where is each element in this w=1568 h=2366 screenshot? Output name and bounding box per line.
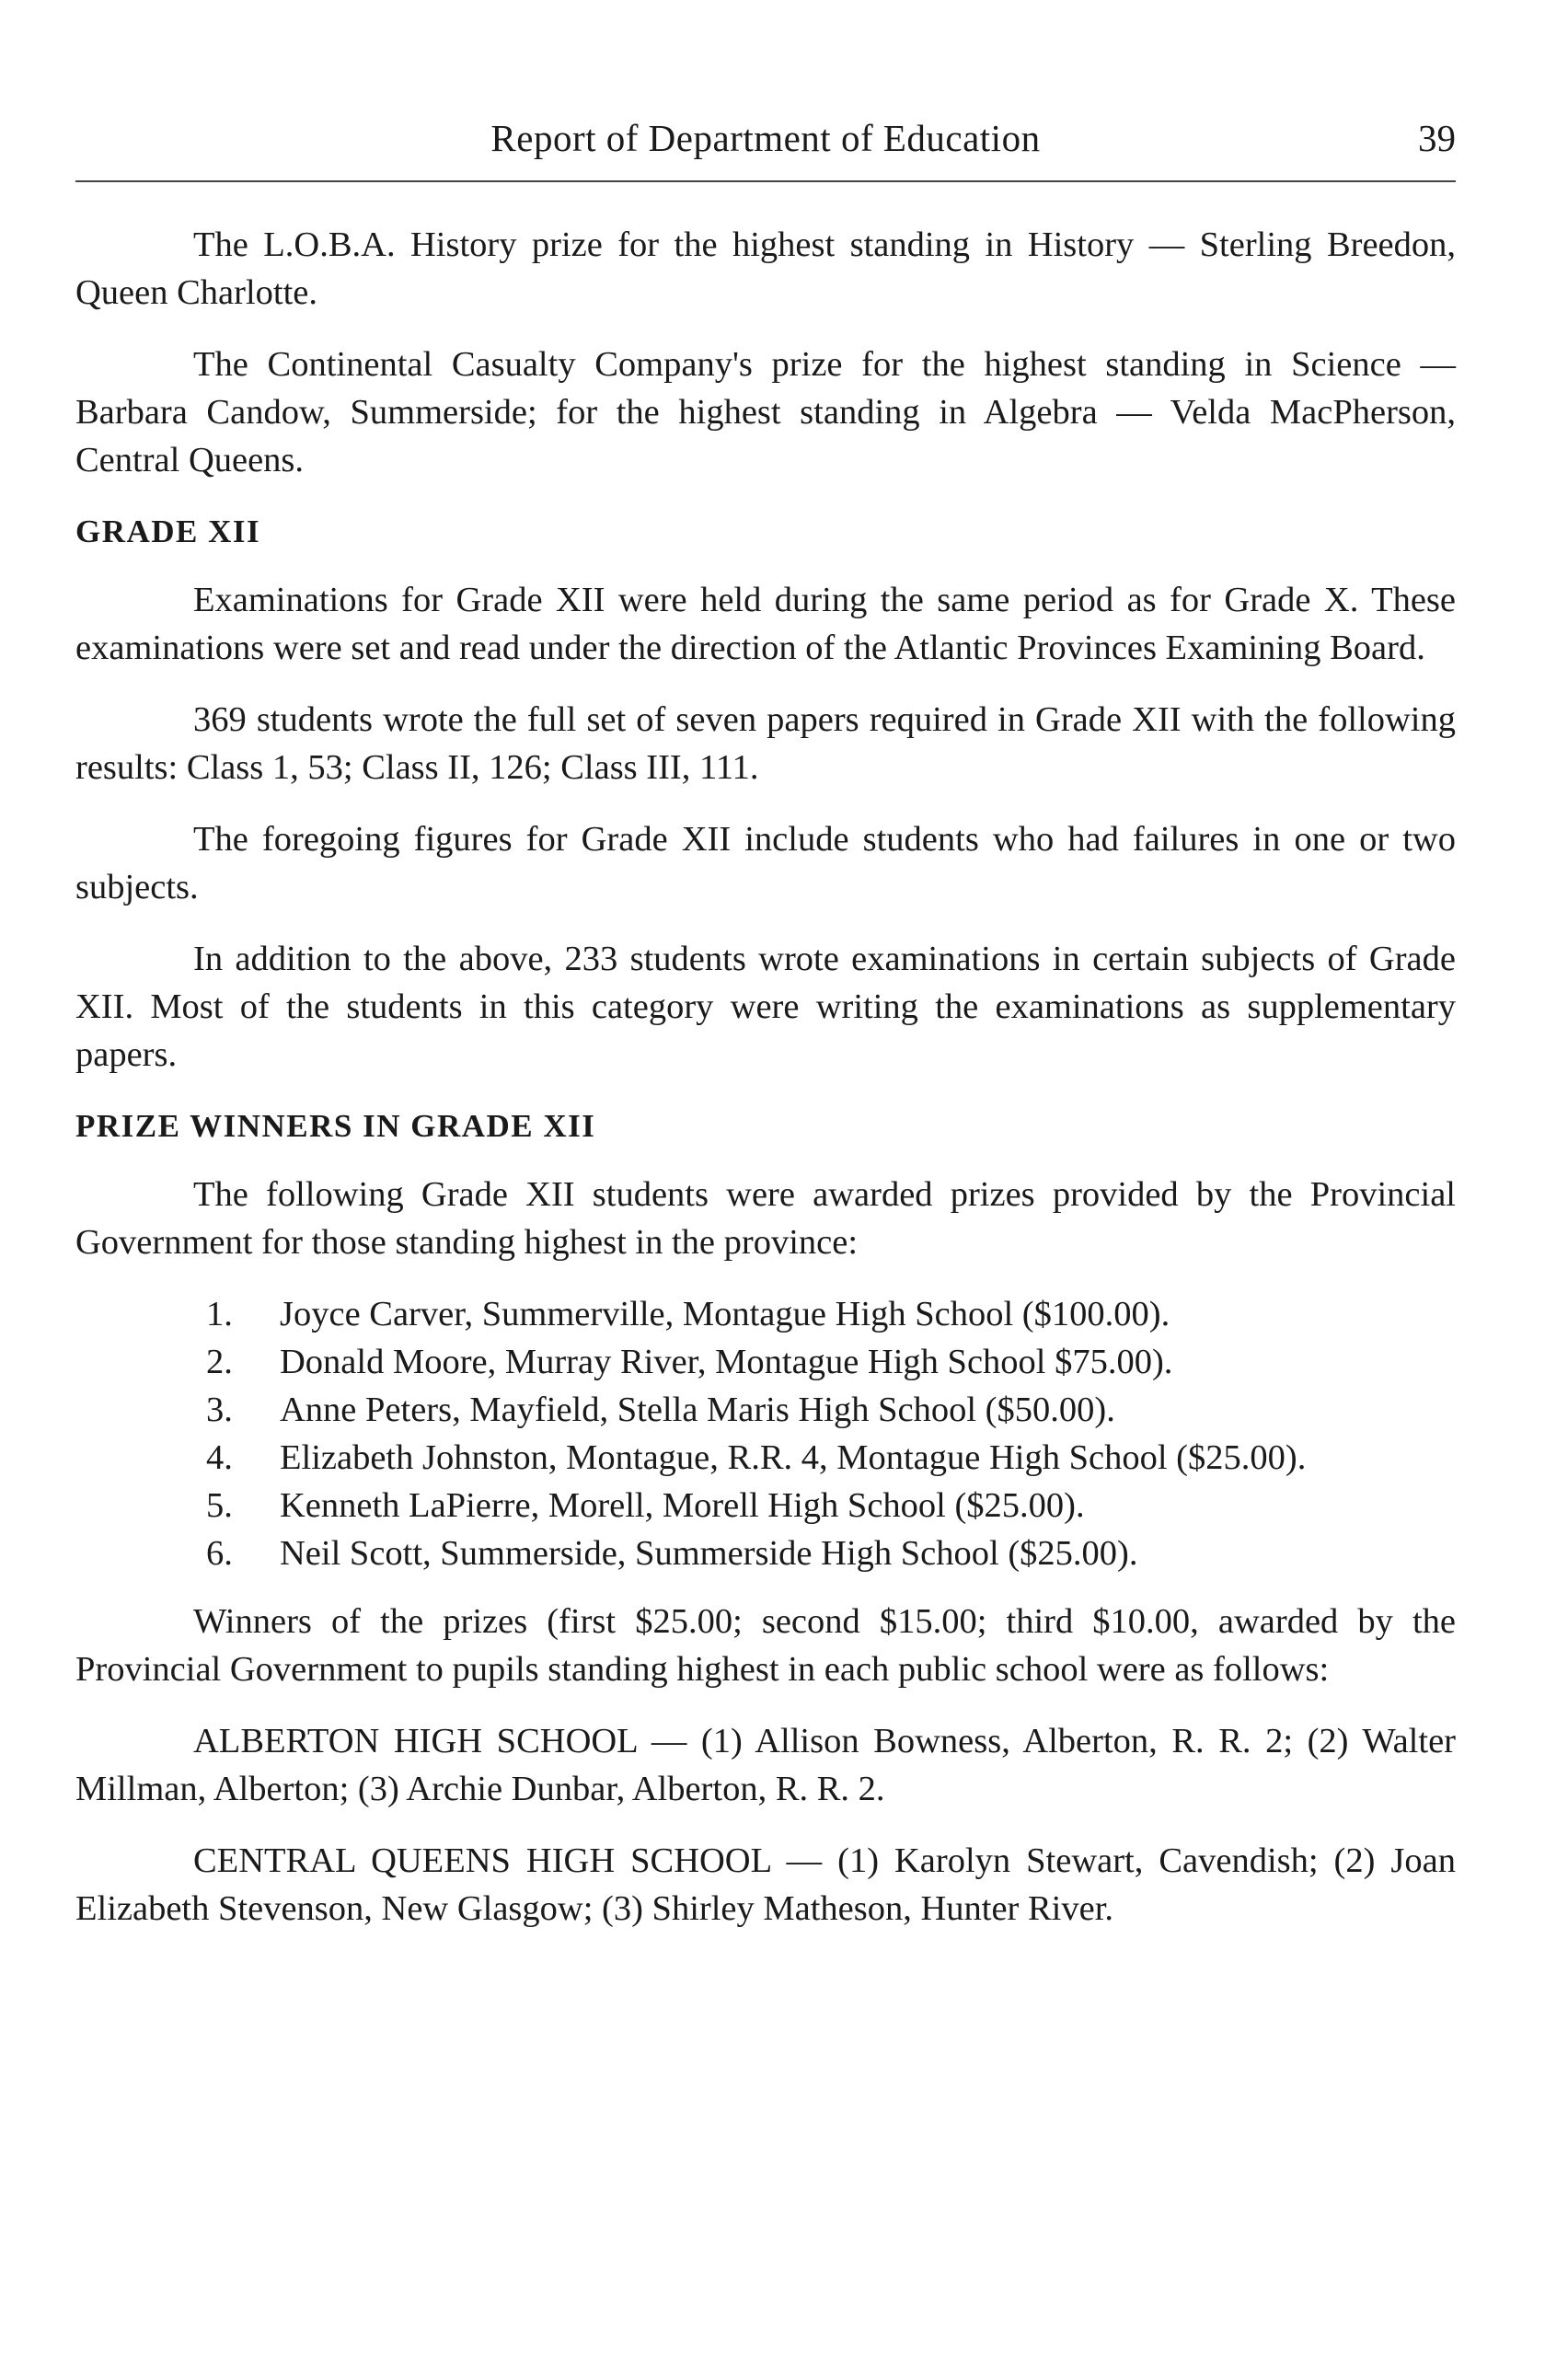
list-item bbox=[75, 1386, 1456, 1434]
list-item-number: 3. bbox=[206, 1391, 233, 1429]
paragraph-school-prizes: Winners of the prizes (first $25.00; second $15.00; third $10.00, awarded by the Provincial Government to pupils standing highest in each public school were as follows: bbox=[75, 1602, 1456, 1689]
list-item bbox=[75, 1482, 1456, 1529]
page-header bbox=[75, 110, 1456, 175]
page-body bbox=[75, 221, 1456, 1956]
paragraph-grade-xii-results: 369 students wrote the full set of seven papers required in Grade XII with the following results: Class 1, 53; Class II, 126; Class III, 111. bbox=[75, 700, 1456, 787]
list-item bbox=[75, 1434, 1456, 1482]
list-item-text: Joyce Carver, Summerville, Montague High School ($100.00). bbox=[280, 1295, 1170, 1333]
list-item-text: Elizabeth Johnston, Montague, R.R. 4, Montague High School ($25.00). bbox=[280, 1438, 1307, 1477]
paragraph-central-queens-high: CENTRAL QUEENS HIGH SCHOOL — (1) Karolyn Stewart, Cavendish; (2) Joan Elizabeth Stevenson, New Glasgow; (3) Shirley Matheson, Hunter River. bbox=[75, 1841, 1456, 1928]
list-item-text: Donald Moore, Murray River, Montague High School $75.00). bbox=[280, 1343, 1173, 1381]
list-item-number: 1. bbox=[206, 1295, 233, 1333]
running-title: Report of Department of Education bbox=[490, 117, 1041, 159]
list-item bbox=[75, 1529, 1456, 1577]
list-item bbox=[75, 1290, 1456, 1338]
paragraph-grade-xii-exams: Examinations for Grade XII were held during the same period as for Grade X. These examinations were set and read under the direction of the Atlantic Provinces Examining Board. bbox=[75, 581, 1456, 667]
paragraph-grade-xii-supplementary: In addition to the above, 233 students wrote examinations in certain subjects of Grade XII. Most of the students in this category were writing the examinations as supplementary papers. bbox=[75, 940, 1456, 1074]
list-item bbox=[75, 1338, 1456, 1386]
list-item-number: 4. bbox=[206, 1438, 233, 1477]
paragraph-grade-xii-failures: The foregoing figures for Grade XII include students who had failures in one or two subjects. bbox=[75, 820, 1456, 906]
list-item-number: 6. bbox=[206, 1534, 233, 1573]
list-item-text: Anne Peters, Mayfield, Stella Maris High School ($50.00). bbox=[280, 1391, 1115, 1429]
paragraph-continental-prize: The Continental Casualty Company's prize for the highest standing in Science — Barbara Candow, Summerside; for the highest standing in Algebra — Velda MacPherson, Central Queens. bbox=[75, 345, 1456, 479]
prize-winners-list bbox=[75, 1290, 1456, 1577]
list-item-number: 2. bbox=[206, 1343, 233, 1381]
paragraph-prize-intro: The following Grade XII students were awarded prizes provided by the Provincial Government for those standing highest in the province: bbox=[75, 1175, 1456, 1262]
header-rule bbox=[75, 180, 1456, 182]
paragraph-loba-prize: The L.O.B.A. History prize for the highest standing in History — Sterling Breedon, Queen Charlotte. bbox=[75, 225, 1456, 312]
heading-grade-xii: GRADE XII bbox=[75, 514, 261, 549]
document-page bbox=[75, 110, 1456, 1928]
list-item-text: Neil Scott, Summerside, Summerside High School ($25.00). bbox=[280, 1534, 1138, 1573]
list-item-number: 5. bbox=[206, 1486, 233, 1525]
page-number: 39 bbox=[1418, 117, 1456, 159]
paragraph-alberton-high: ALBERTON HIGH SCHOOL — (1) Allison Bowness, Alberton, R. R. 2; (2) Walter Millman, Alberton; (3) Archie Dunbar, Alberton, R. R. 2. bbox=[75, 1722, 1456, 1808]
heading-prize-winners: PRIZE WINNERS IN GRADE XII bbox=[75, 1108, 596, 1144]
list-item-text: Kenneth LaPierre, Morell, Morell High School ($25.00). bbox=[280, 1486, 1085, 1525]
